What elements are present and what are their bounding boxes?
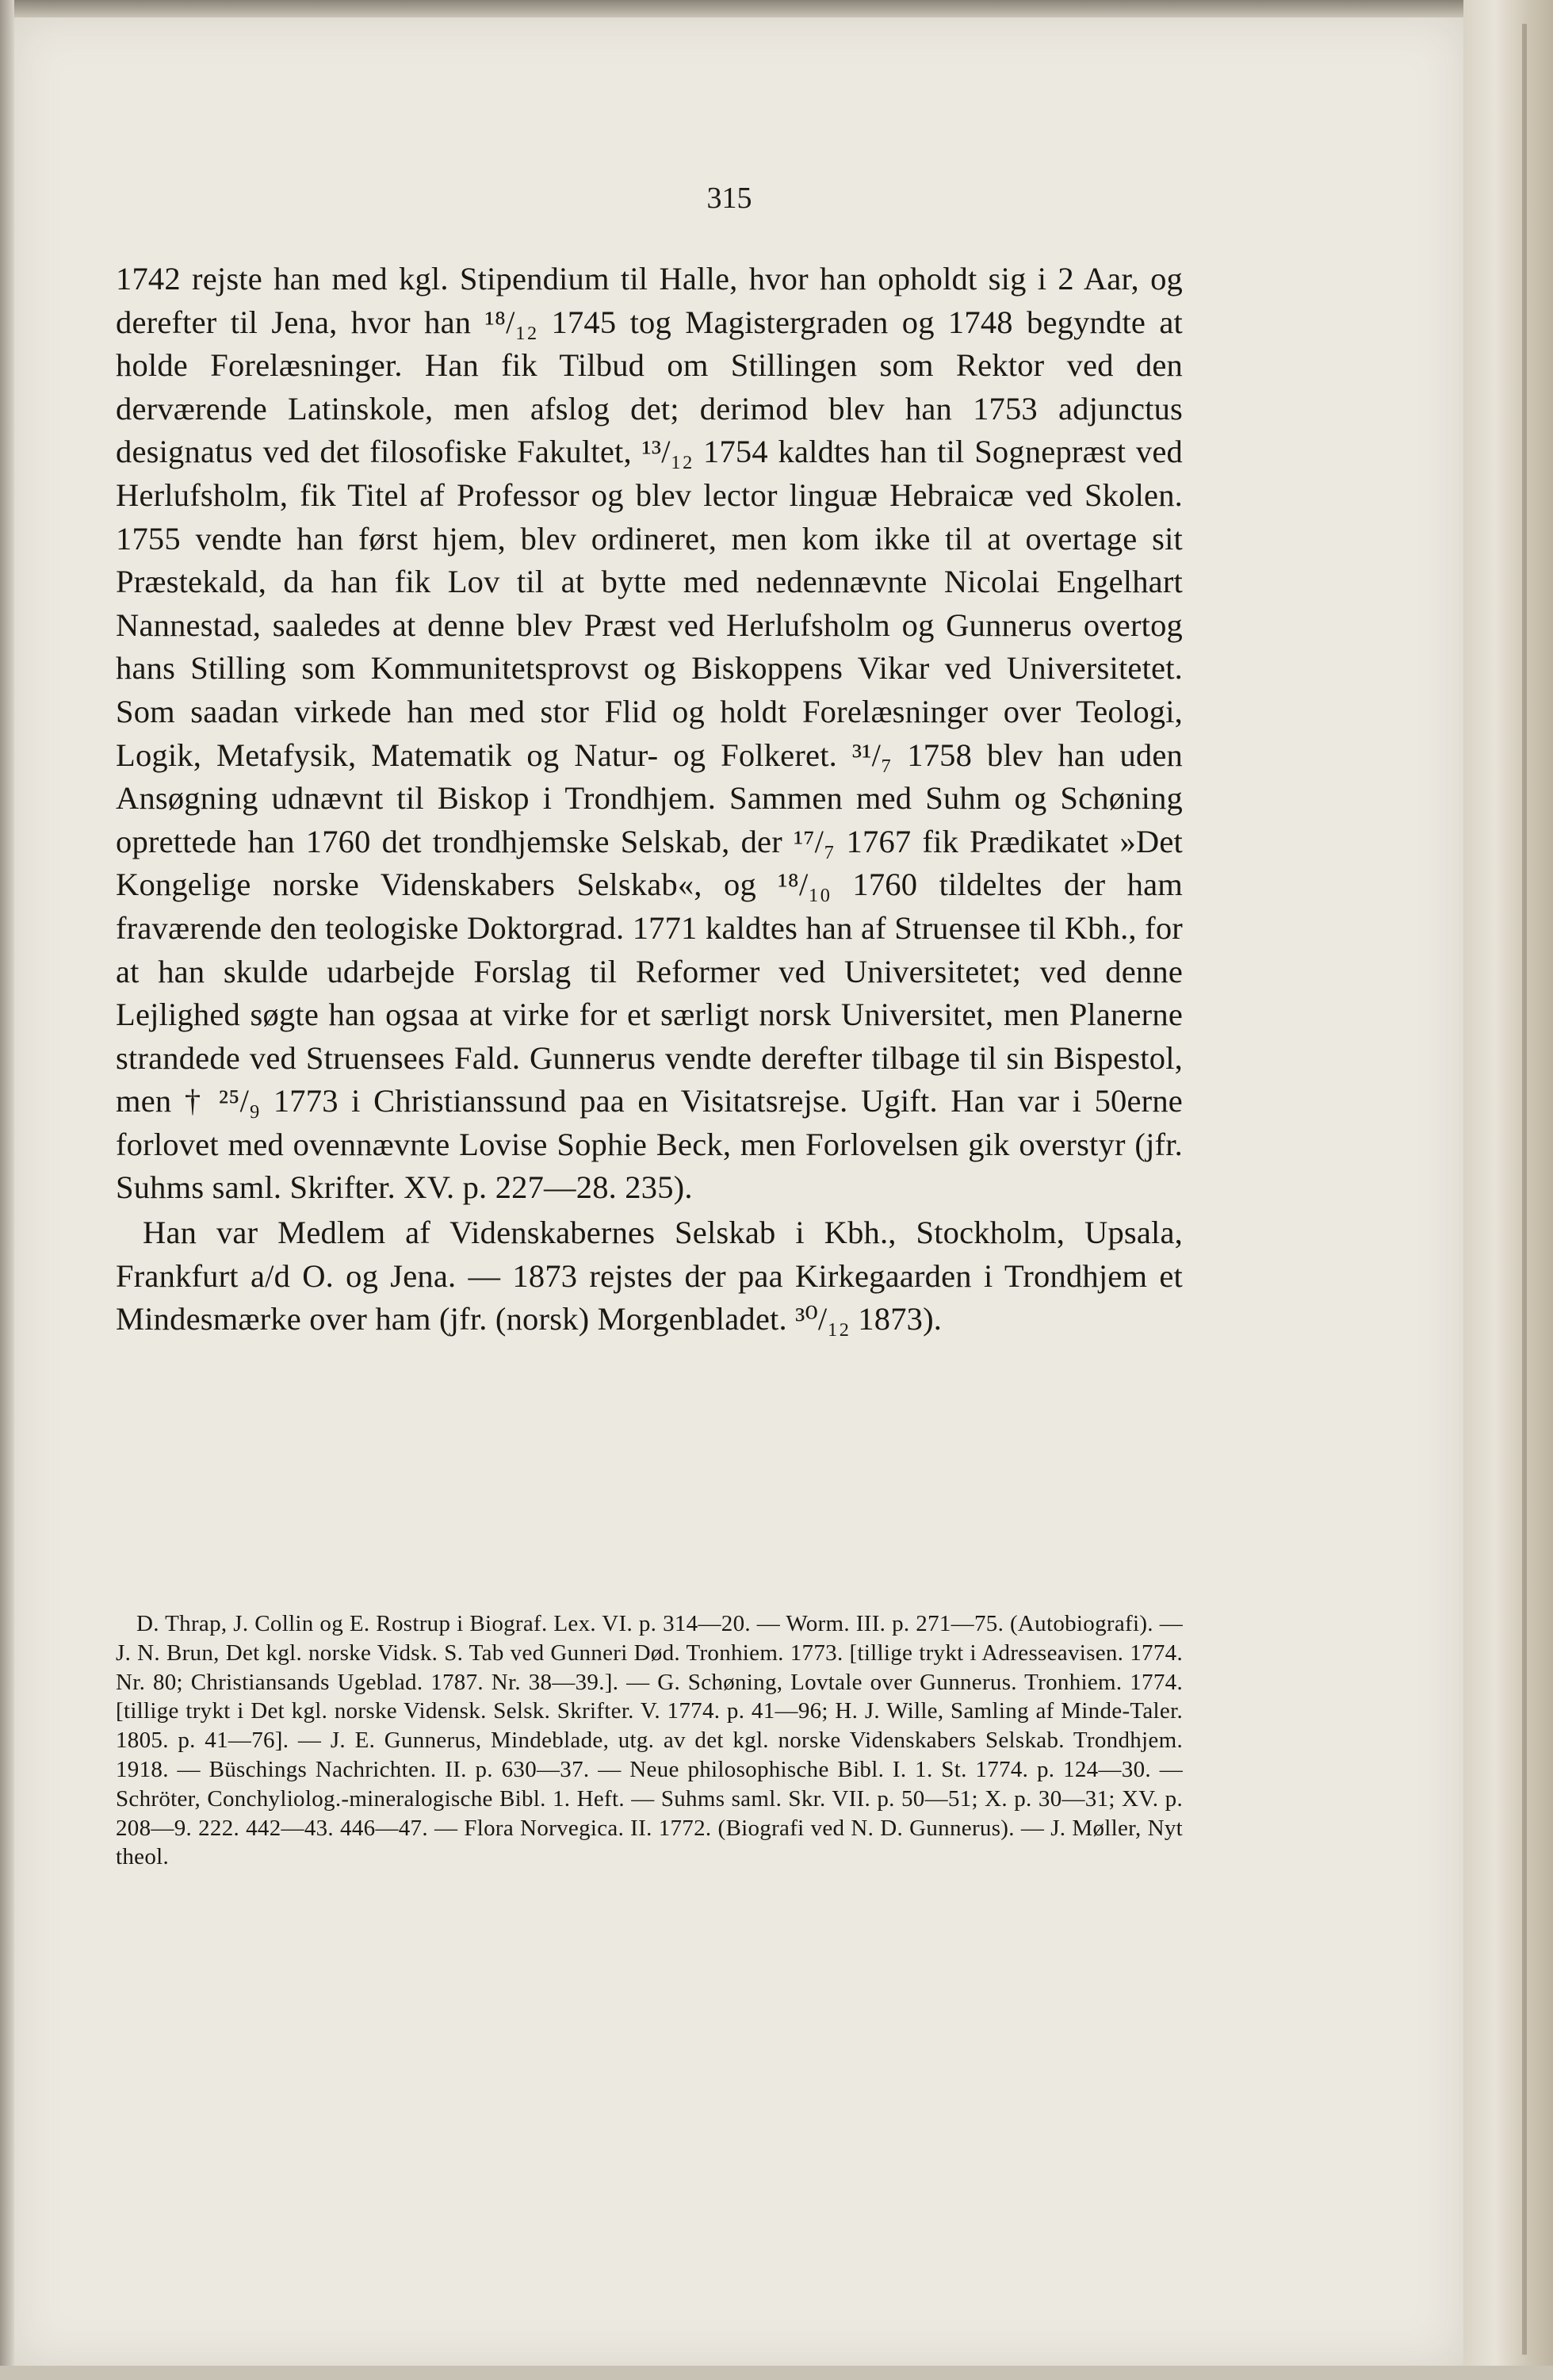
scan-top-border: [0, 0, 1553, 17]
spine-edge-shadow: [1522, 24, 1527, 2355]
body-text: [116, 258, 1183, 1341]
book-spine: [1463, 0, 1553, 2380]
scan-left-border: [0, 0, 14, 2380]
references-text: D. Thrap, J. Collin og E. Rostrup i Biograf. Lex. VI. p. 314—20. — Worm. III. p. 271—75. (Autobiografi). — J. N. Brun, Det kgl. norske Vidsk. S. Tab ved Gunneri Død. Tronhiem. 1773. [tillige trykt i Adresseavisen. 1774. Nr. 80; Christiansands Ugeblad. 1787. Nr. 38—39.]. — G. Schøning, Lovtale over Gunnerus. Tronhiem. 1774. [tillige trykt i Det kgl. norske Vidensk. Selsk. Skrifter. V. 1774. p. 41—96; H. J. Wille, Samling af Minde-Taler. 1805. p. 41—76]. — J. E. Gunnerus, Mindeblade, utg. av det kgl. norske Videnskabers Selskab. Trondhjem. 1918. — Büschings Nachrichten. II. p. 630—37. — Neue philosophische Bibl. I. 1. St. 1774. p. 124—30. — Schröter, Conchyliolog.-mineralogische Bibl. 1. Heft. — Suhms saml. Skr. VII. p. 50—51; X. p. 30—31; XV. p. 208—9. 222. 442—43. 446—47. — Flora Norvegica. II. 1772. (Biografi ved N. D. Gunnerus). — J. Møller, Nyt theol.: [116, 1611, 1183, 1870]
paragraph-biography: 1742 rejste han med kgl. Stipendium til Halle, hvor han opholdt sig i 2 Aar, og derefter til Jena, hvor han ¹⁸/₁₂ 1745 tog Magistergraden og 1748 begyndte at holde Forelæsninger. Han fik Tilbud om Stillingen som Rektor ved den derværende Latinskole, men afslog det; derimod blev han 1753 adjunctus designatus ved det filosofiske Fakultet, ¹³/₁₂ 1754 kaldtes han til Sognepræst ved Herlufsholm, fik Titel af Professor og blev lector linguæ Hebraicæ ved Skolen. 1755 vendte han først hjem, blev ordineret, men kom ikke til at overtage sit Præstekald, da han fik Lov til at bytte med nedennævnte Nicolai Engelhart Nannestad, saaledes at denne blev Præst ved Herlufsholm og Gunnerus overtog hans Stilling som Kommunitetsprovst og Biskoppens Vikar ved Universitetet. Som saadan virkede han med stor Flid og holdt Forelæsninger over Teologi, Logik, Metafysik, Matematik og Natur- og Folkeret. ³¹/₇ 1758 blev han uden Ansøgning udnævnt til Biskop i Trondhjem. Sammen med Suhm og Schøning oprettede han 1760 det trondhjemske Selskab, der ¹⁷/₇ 1767 fik Prædikatet »Det Kongelige norske Videnskabers Selskab«, og ¹⁸/₁₀ 1760 tildeltes der ham fraværende den teologiske Doktorgrad. 1771 kaldtes han af Struensee til Kbh., for at han skulde udarbejde Forslag til Reformer ved Universitetet; ved denne Lejlighed søgte han ogsaa at virke for et særligt norsk Universitet, men Planerne strandede ved Struensees Fald. Gunnerus vendte derefter tilbage til sin Bispestol, men † ²⁵/₉ 1773 i Christianssund paa en Visitatsrejse. Ugift. Han var i 50erne forlovet med ovennævnte Lovise Sophie Beck, men Forlovelsen gik overstyr (jfr. Suhms saml. Skrifter. XV. p. 227—28. 235).: [116, 261, 1183, 1206]
references-block: [116, 1609, 1183, 1872]
scan-bottom-border: [0, 2366, 1553, 2380]
page-number: 315: [706, 182, 752, 215]
paragraph-memberships: Han var Medlem af Videnskabernes Selskab i Kbh., Stockholm, Upsala, Frankfurt a/d O. og Jena. — 1873 rejstes der paa Kirkegaarden i Trondhjem et Mindesmærke over ham (jfr. (norsk) Morgenbladet. ³⁰/₁₂ 1873).: [116, 1215, 1183, 1337]
